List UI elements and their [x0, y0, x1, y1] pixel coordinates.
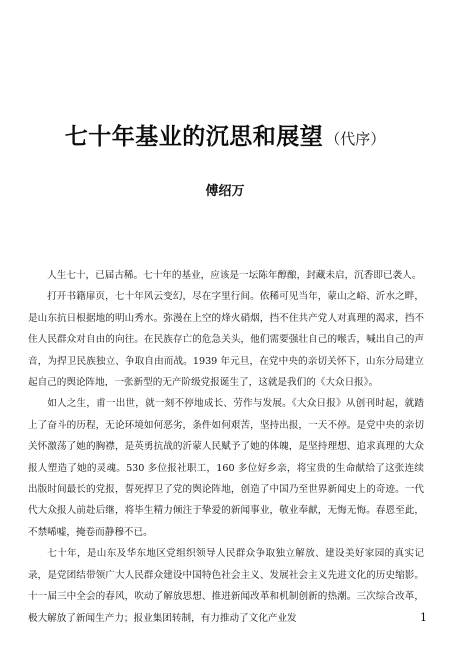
paragraph: 七十年，是山东及华东地区党组织领导人民群众争取独立解放、建设美好家园的真实记录，是党团结带领广大人民群众建设中国特色社会主义、发展社会主义先进文化的历史缩影。十一届三中全会的春风，吹动了解放思想、推进新闻改革和机制创新的热潮。三次综合改革，极大解放了新闻生产力；报业集团转制，有力推动了文化产业发 [28, 548, 424, 624]
paragraph: 人生七十，已届古稀。七十年的基业，应该是一坛陈年醇酿，封藏未启，沉香即已袭人。 [47, 270, 422, 281]
page-title: 七十年基业的沉思和展望 [64, 124, 324, 150]
paragraph: 打开书籍扉页，七十年风云变幻，尽在字里行间。依稀可见当年，蒙山之峪、沂水之畔，是山东抗日根据地的明山秀水。弥漫在上空的烽火硝烟，挡不住共产党人对真理的渴求，挡不住人民群众对自由的向往。在民族存亡的危急关头，他们需要强壮自己的喉舌，喊出自己的声音，为捍卫民族独立、争取自由而战。1939 年元旦，在党中央的亲切关怀下，山东分局建立起自己的舆论阵地，一张新型的无产阶级党报诞生了，这就是我们的《大众日报》。 [28, 291, 424, 389]
body-text [28, 265, 424, 629]
author-name: 傅绍万 [205, 184, 245, 199]
page-subtitle: （代序） [325, 130, 386, 148]
page-number: 1 [420, 611, 427, 624]
title-row [0, 118, 450, 151]
paragraph: 如人之生，甫一出世，就一刻不停地成长、劳作与发展。《大众日报》从创刊时起，就踏上了奋斗的历程，无论环境如何恶劣，条件如何艰苦，坚持出报，一天不停。是党中央的亲切关怀激荡了她的胸襟，是英勇抗战的沂蒙人民赋予了她的体魄，是坚持理想、追求真理的大众报人塑造了她的灵魂。530 多位报社职工，160 多位好乡亲，将宝贵的生命献给了这张连续出版时间最长的党报，誓死捍卫了党的舆论阵地，创造了中国乃至世界新闻史上的奇迹。一代代大众报人前赴后继，将毕生精力倾注于挚爱的新闻事业，敬业奉献，无悔无悔。春恩至此，不禁唏嘘，掩卷而静穆不已。 [28, 398, 424, 538]
